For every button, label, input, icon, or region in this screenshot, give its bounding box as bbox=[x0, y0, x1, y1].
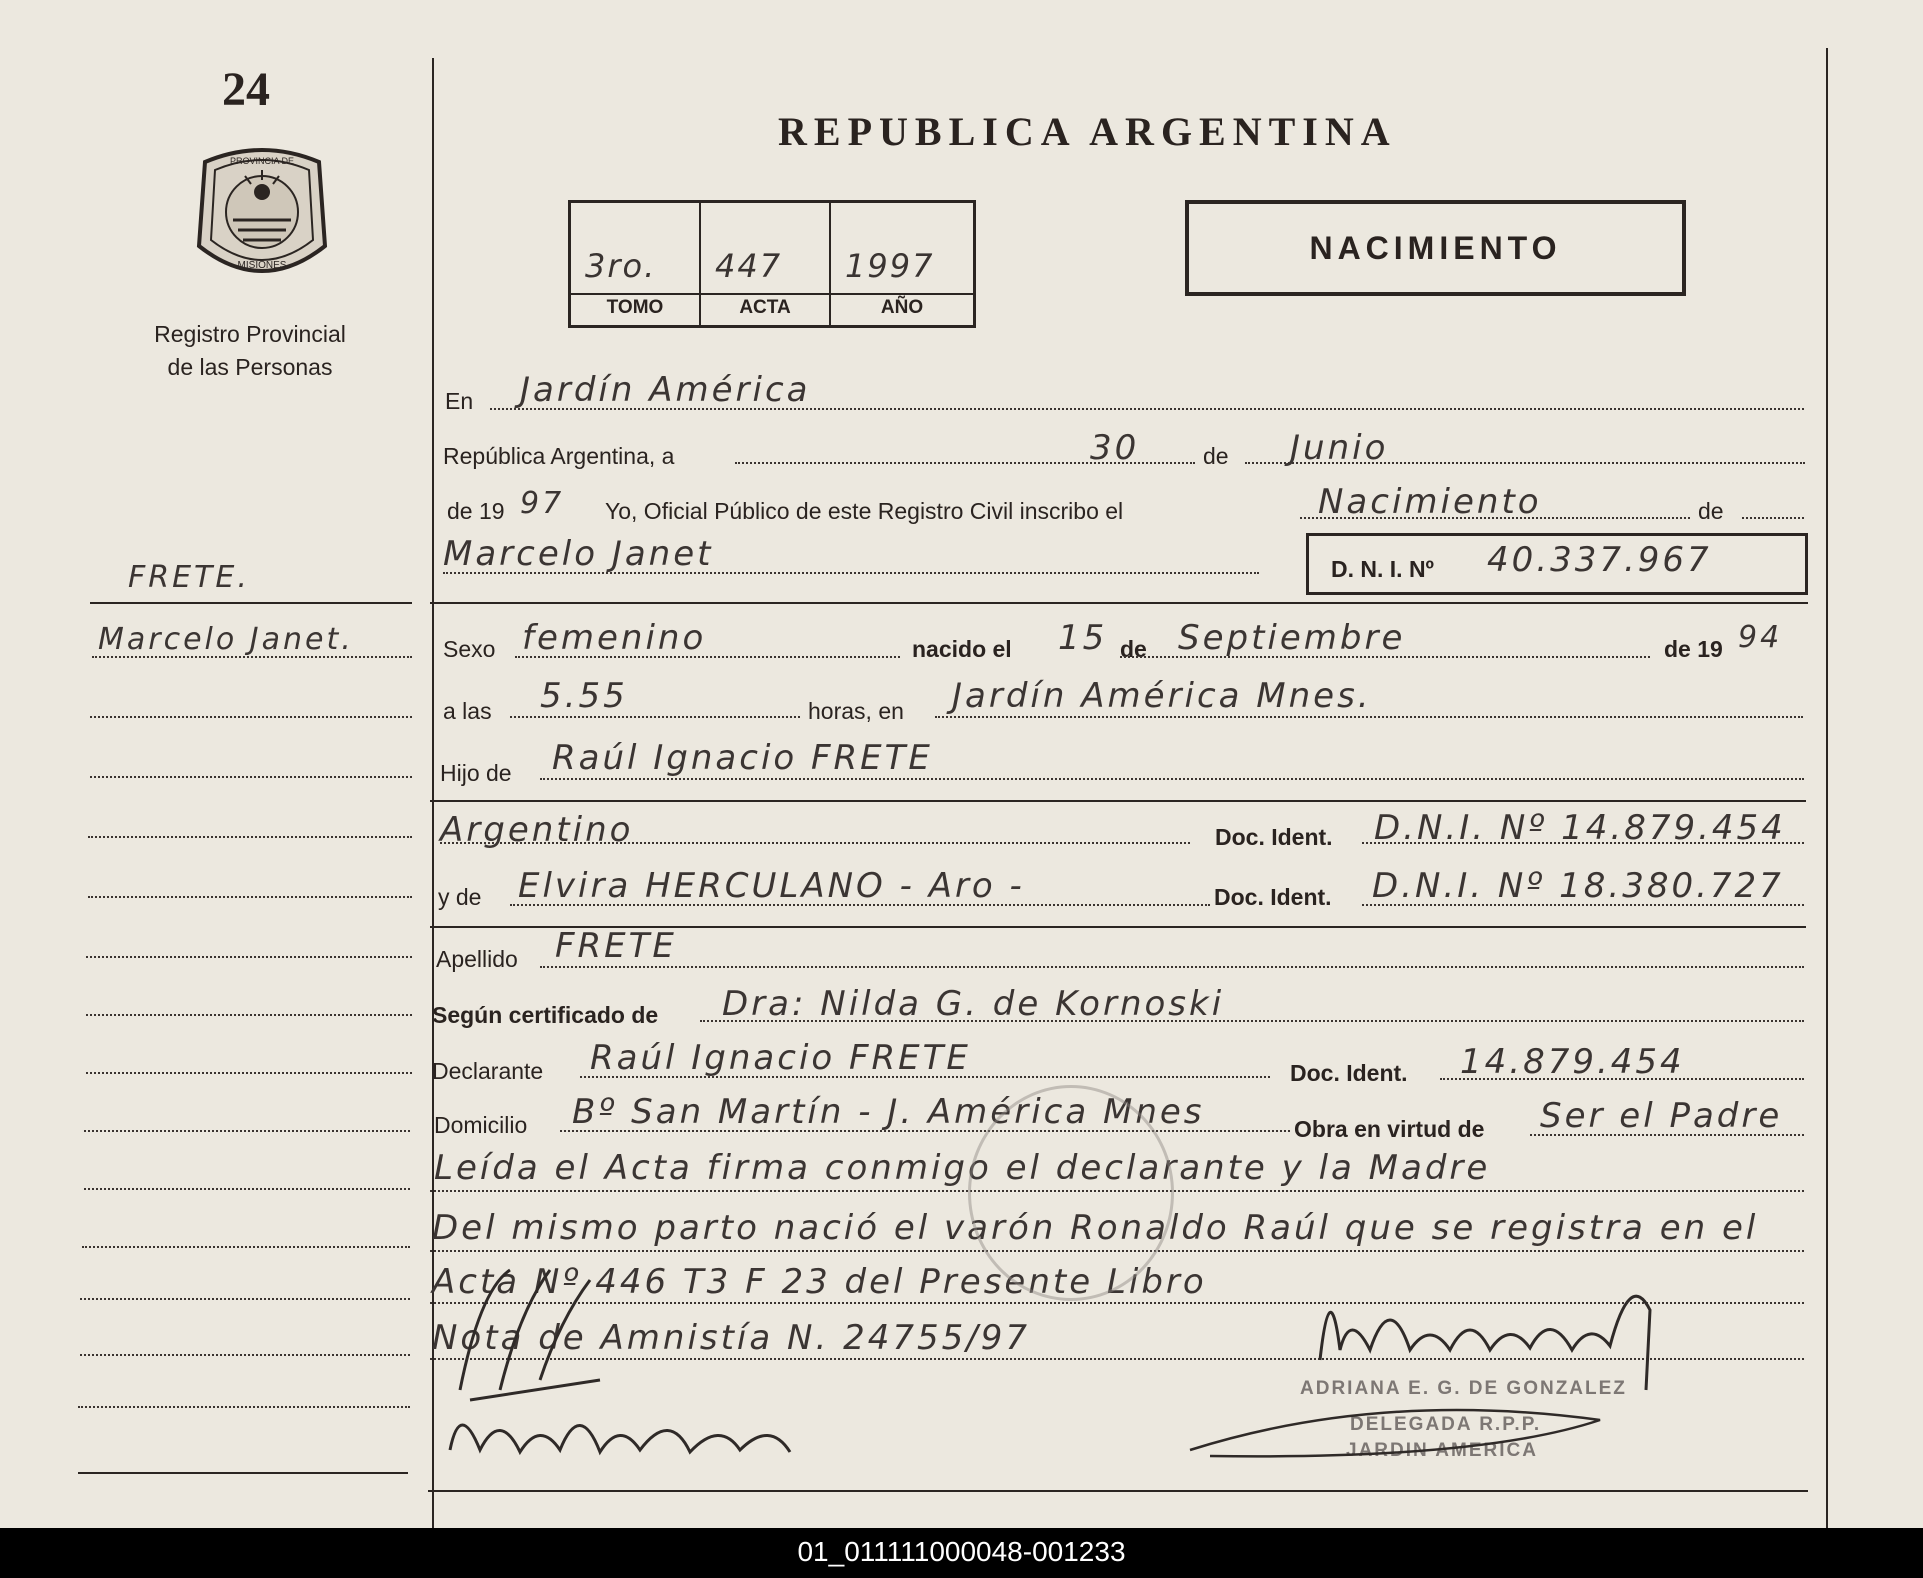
label-a-las: a las bbox=[443, 698, 492, 724]
ano-cell bbox=[831, 203, 973, 325]
margin-dotted-line bbox=[88, 896, 412, 898]
margin-dotted-line bbox=[84, 1188, 410, 1190]
label-doc-ident-1: Doc. Ident. bbox=[1215, 824, 1333, 850]
stamp-line-1: ADRIANA E. G. DE GONZALEZ bbox=[1300, 1378, 1627, 1399]
note-line-3: Acta Nº 446 T3 F 23 del Presente Libro bbox=[432, 1262, 1207, 1302]
tomo-acta-ano-box bbox=[568, 200, 976, 328]
nationality-line bbox=[440, 842, 1190, 844]
ano-label: AÑO bbox=[880, 297, 924, 318]
father-nationality-value: Argentino bbox=[440, 810, 634, 850]
surname-line bbox=[540, 966, 1804, 968]
note-line-4: Nota de Amnistía N. 24755/97 bbox=[432, 1318, 1030, 1358]
left-column-divider bbox=[432, 58, 434, 1528]
label-hijo-de: Hijo de bbox=[440, 760, 512, 786]
month-value: Junio bbox=[1290, 428, 1389, 468]
margin-dotted-line bbox=[86, 956, 412, 958]
day-value: 30 bbox=[1090, 428, 1140, 468]
margin-dotted-line bbox=[86, 1014, 412, 1016]
cell-underline bbox=[831, 293, 973, 295]
domicile-value: Bº San Martín - J. América Mnes bbox=[572, 1092, 1205, 1132]
label-de-3: de bbox=[1120, 636, 1147, 662]
sex-line bbox=[515, 656, 900, 658]
witness-signature-icon bbox=[440, 1250, 620, 1410]
margin-dotted-line bbox=[78, 1406, 410, 1408]
year-digits-value: 97 bbox=[520, 486, 565, 521]
label-obra: Obra en virtud de bbox=[1294, 1116, 1485, 1142]
officer-signature-icon bbox=[1310, 1250, 1690, 1400]
birth-month-value: Septiembre bbox=[1178, 618, 1406, 658]
page-number: 24 bbox=[222, 63, 270, 116]
registry-line-1: Registro Provincial bbox=[154, 321, 346, 347]
label-nacido-el: nacido el bbox=[912, 636, 1012, 662]
label-republica: República Argentina, a bbox=[443, 443, 675, 469]
margin-dotted-line bbox=[90, 776, 412, 778]
hour-line bbox=[510, 716, 800, 718]
label-de-19: de 19 bbox=[1664, 636, 1723, 662]
label-yo-oficial: Yo, Oficial Público de este Registro Civil inscribo el bbox=[605, 498, 1124, 524]
label-segun: Según certificado de bbox=[432, 1002, 659, 1028]
country-title: REPUBLICA ARGENTINA bbox=[778, 109, 1397, 154]
label-apellido: Apellido bbox=[436, 946, 518, 972]
father-doc-line bbox=[1362, 842, 1804, 844]
label-declarante: Declarante bbox=[432, 1058, 544, 1084]
birth-place-value: Jardín América Mnes. bbox=[952, 676, 1372, 716]
footer-bar bbox=[0, 1528, 1923, 1578]
label-en: En bbox=[445, 388, 474, 414]
tomo-label: TOMO bbox=[606, 297, 664, 318]
margin-dotted-line bbox=[80, 1354, 410, 1356]
stamp-line-3: JARDIN AMERICA bbox=[1346, 1440, 1538, 1461]
name-line bbox=[443, 572, 1259, 574]
label-horas-en: horas, en bbox=[808, 698, 904, 724]
mother-line bbox=[510, 904, 1210, 906]
margin-dotted-line bbox=[88, 836, 412, 838]
certificate-line bbox=[700, 1020, 1804, 1022]
label-sexo: Sexo bbox=[443, 636, 496, 662]
margin-surname: FRETE. bbox=[128, 560, 250, 595]
margin-rule-top bbox=[90, 602, 412, 604]
label-dni: D. N. I. Nº bbox=[1331, 556, 1434, 582]
mother-doc-value: D.N.I. Nº 18.380.727 bbox=[1372, 866, 1784, 906]
label-de-2: de bbox=[1698, 498, 1724, 524]
cell-underline bbox=[701, 293, 829, 295]
section-rule bbox=[430, 602, 1808, 604]
margin-dotted-line bbox=[84, 1130, 410, 1132]
sex-value: femenino bbox=[522, 618, 707, 658]
acta-value: 447 bbox=[715, 247, 783, 285]
declarant-line bbox=[580, 1076, 1270, 1078]
note-line-2: Del mismo parto nació el varón Ronaldo Raúl que se registra en el bbox=[432, 1208, 1759, 1248]
right-border bbox=[1826, 48, 1828, 1528]
tomo-cell bbox=[571, 203, 701, 325]
label-y-de: y de bbox=[438, 884, 482, 910]
dni-box bbox=[1306, 533, 1808, 595]
margin-dotted-line bbox=[80, 1298, 410, 1300]
place-value: Jardín América bbox=[520, 370, 811, 410]
father-doc-value: D.N.I. Nº 14.879.454 bbox=[1374, 808, 1786, 848]
provincia-misiones-seal-icon bbox=[193, 140, 331, 290]
mother-value: Elvira HERCULANO - Aro - bbox=[518, 866, 1025, 906]
event-line bbox=[1300, 517, 1690, 519]
declarant-doc-value: 14.879.454 bbox=[1460, 1042, 1685, 1082]
hour-value: 5.55 bbox=[540, 676, 628, 716]
file-id-caption: 01_011111000048-001233 bbox=[797, 1536, 1126, 1567]
birth-month-line bbox=[1120, 656, 1650, 658]
birth-year-value: 94 bbox=[1738, 620, 1783, 655]
margin-given-names: Marcelo Janet. bbox=[98, 622, 354, 657]
cell-underline bbox=[571, 293, 699, 295]
section-rule bbox=[430, 800, 1806, 802]
margin-dotted-line bbox=[90, 716, 412, 718]
signature-flourish-icon bbox=[1180, 1400, 1610, 1470]
birth-day-value: 15 bbox=[1058, 618, 1108, 658]
label-doc-ident-2: Doc. Ident. bbox=[1214, 884, 1332, 910]
margin-dotted-line bbox=[82, 1246, 410, 1248]
tomo-value: 3ro. bbox=[585, 247, 657, 285]
registry-name bbox=[120, 318, 380, 384]
name-value: Marcelo Janet bbox=[443, 534, 714, 574]
declarant-value: Raúl Ignacio FRETE bbox=[590, 1038, 971, 1078]
margin-rule-bottom bbox=[78, 1472, 408, 1474]
dni-value: 40.337.967 bbox=[1487, 540, 1712, 580]
margin-dotted-line bbox=[92, 656, 412, 658]
birth-place-line bbox=[935, 716, 1803, 718]
stamp-line-2: DELEGADA R.P.P. bbox=[1350, 1414, 1542, 1435]
bottom-rule bbox=[428, 1490, 1808, 1492]
event-tail-line bbox=[1742, 517, 1804, 519]
round-official-stamp bbox=[968, 1085, 1174, 1301]
domicile-line bbox=[560, 1130, 1290, 1132]
month-line bbox=[1245, 462, 1805, 464]
place-line bbox=[490, 408, 1804, 410]
svg-text:MISIONES: MISIONES bbox=[237, 260, 287, 271]
father-value: Raúl Ignacio FRETE bbox=[552, 738, 933, 778]
mother-doc-line bbox=[1362, 904, 1804, 906]
by-virtue-line bbox=[1530, 1134, 1804, 1136]
ano-value: 1997 bbox=[845, 247, 935, 285]
acta-label: ACTA bbox=[739, 297, 791, 318]
label-de-1: de bbox=[1203, 443, 1229, 469]
note-line-1: Leída el Acta firma conmigo el declarante y la Madre bbox=[434, 1148, 1491, 1188]
by-virtue-value: Ser el Padre bbox=[1540, 1096, 1783, 1136]
label-doc-ident-3: Doc. Ident. bbox=[1290, 1060, 1408, 1086]
declarant-doc-line bbox=[1440, 1078, 1804, 1080]
certificate-value: Dra: Nilda G. de Kornoski bbox=[722, 984, 1225, 1024]
label-de-year: de 19 bbox=[447, 498, 505, 524]
acta-cell bbox=[701, 203, 831, 325]
record-type-box: NACIMIENTO bbox=[1185, 200, 1686, 296]
label-domicilio: Domicilio bbox=[434, 1112, 528, 1138]
registry-line-2: de las Personas bbox=[167, 354, 333, 380]
svg-text:PROVINCIA DE: PROVINCIA DE bbox=[229, 156, 295, 166]
event-value: Nacimiento bbox=[1318, 482, 1542, 522]
margin-dotted-line bbox=[86, 1072, 412, 1074]
father-line bbox=[540, 778, 1804, 780]
surname-value: FRETE bbox=[555, 926, 677, 966]
